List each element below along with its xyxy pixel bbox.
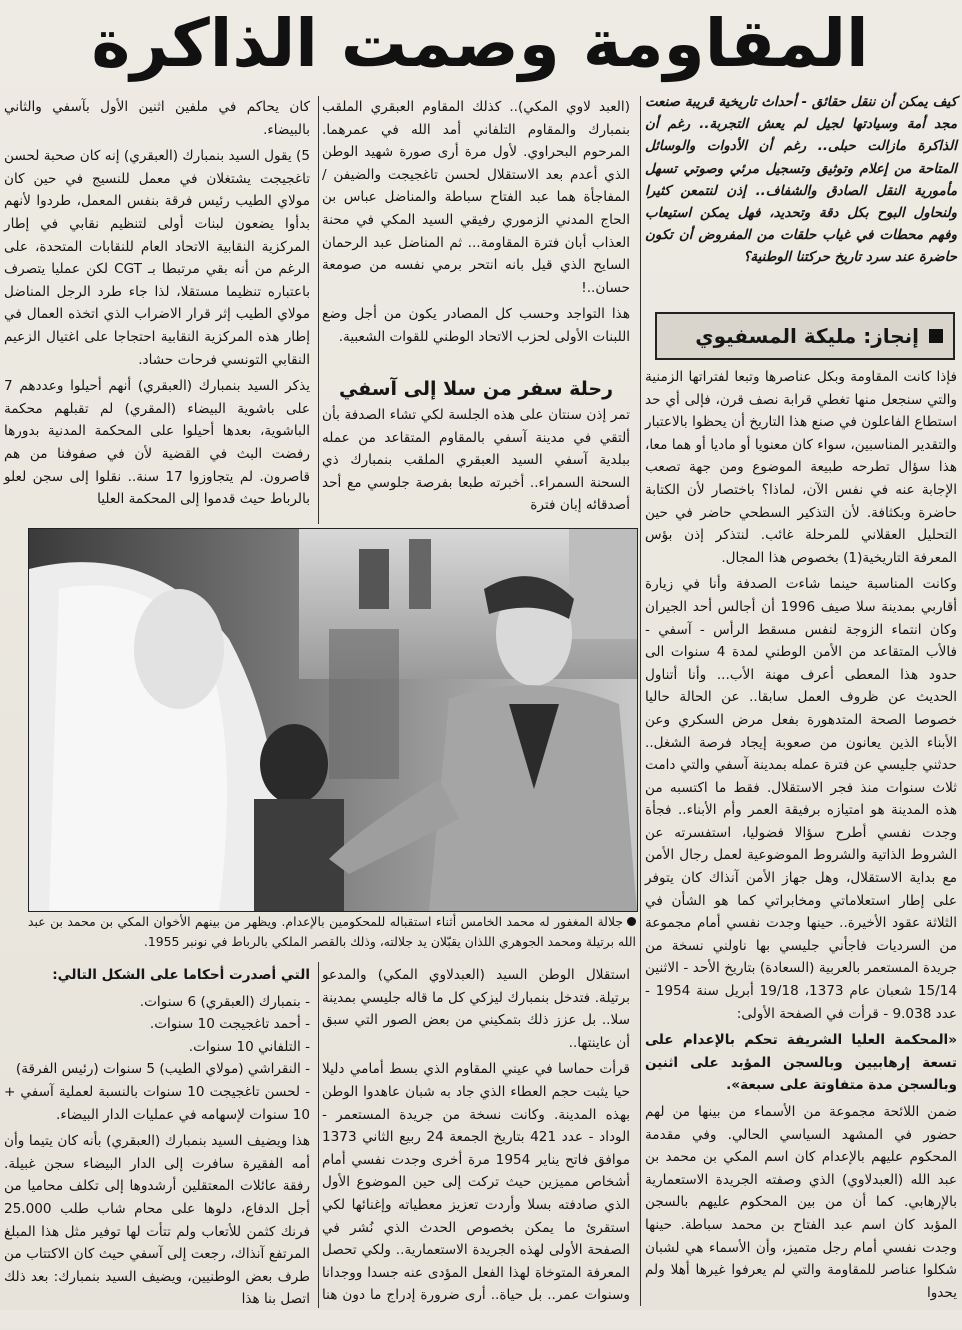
subheading: رحلة سفر من سلا إلى آسفي: [338, 378, 614, 400]
paragraph: التي أصدرت أحكاما على الشكل التالي:: [52, 967, 310, 983]
square-bullet-icon: [929, 329, 943, 343]
left-column-bottom: [4, 964, 310, 1310]
list-item: - أحمد تاغجيجت 10 سنوات.: [149, 1016, 310, 1033]
middle-column-after-subhead: [322, 404, 630, 522]
list-item: - لحسن تاغجيجت 10 سنوات بالنسبة لعملية آسفي + 10 سنوات لإسهامه في عمليات الدار البيضاء.: [4, 1083, 310, 1123]
right-column: [645, 366, 957, 1310]
bullet-icon: [627, 917, 636, 926]
column-rule: [640, 96, 641, 1306]
column-rule: [318, 96, 319, 524]
caption-text: جلالة المغفور له محمد الخامس أثناء استقباله للمحكومين بالإعدام. ويظهر من بينهم الأخوان المكي بن محمد بن عبد الله برتيلة ومحمد الجوهري اللذان يقبّلان يد جلالته، وذلك بالقصر الملكي بالرباط في نونبر 1955.: [28, 914, 636, 949]
paragraph: استقلال الوطن السيد (العبدلاوي المكي) والمدعو برتيلة. فتدخل بنمبارك ليزكي كل ما قاله جليسي بمدينة سلا.. بل عزز ذلك بتمكيني من بعض الصور التي سبق أن عاينتها..: [322, 967, 630, 1051]
column-rule: [318, 962, 319, 1308]
list-item: - النقراشي (مولاي الطيب) 5 سنوات (رئيس الفرقة): [15, 1061, 310, 1078]
paragraph: ضمن اللائحة مجموعة من الأسماء من بينها من لهم حضور في المشهد السياسي الحالي. وفي مقدمة المحكوم عليهم بالإعدام كان اسم المكي بن محمد بن عبد الله (العبدلاوي) الذي وصفته الجريدة الاستعمارية بالإرهابي. كما أن من بين المحكوم عليهم بالسجن المؤبد كان اسم عبد الفتاح بن محمد سباطة. حينها وجدت نفسي أمام رجل متميز، وأن الأسماء هي لشبان شكلوا عناصر للمقاومة والتي لم يعرفوا غيرها أهلا ولم يحدوا: [645, 1104, 957, 1301]
list-item: - بنمبارك (العبقري) 6 سنوات.: [139, 993, 310, 1010]
paragraph: (العبد لاوي المكي).. كذلك المقاوم العبقري الملقب بنمبارك والمقاوم التلفاني أمد الله في عمرهما. المرحوم البحراوي. لأول مرة أرى صورة شهيد الوطن الذي أعدم بعد الاستقلال لحسن تاغجيجت والضيفن / المفاجأة هما عبد الفتاح سباطة والمناضل عباس بن الحاج المدني الزموري رفيقي السيد المكي في محنة العذاب أبان فترة المقاومة... ثم المناضل عبد الرحمان السايح الذي قيل بانه انتحر برمي نفسه من صومعة حسان..!: [322, 99, 630, 296]
paragraph: يذكر السيد بنمبارك (العبقري) أنهم أحيلوا وعددهم 7 على باشوية البيضاء (المقري) لم تقبلهم محكمة الباشوية، بعدها أحيلوا على المحكمة المدنية بدورها رفضت البث في القضية لأن في صفوفنا من هم قاصرون. لم يتجاوزوا 17 سنة.. نقلوا إلى سجن لعلو بالرباط حيث قدموا إلى المحكمة العليا: [4, 378, 310, 508]
paragraph: 5) يقول السيد بنمبارك (العبقري) إنه كان صحبة لحسن تاغجيجت يشتغلان في معمل للنسيج في حين كان مولاي الطيب رئيس فرقة بنفس المعمل، طردوا لأنهم بدأوا يضعون لبنات أولى لتنظيم نقابي في إطار المركزية النقابية الاتحاد العام للنقابات المتحدة، على الرغم من أنه بقي مرتبطا بـ CGT لكن عمليا يتصرف باعتباره تنظيما مستقلا، لذا جاء طرد الرجل المناضل مولاي الطيب إثر قرار الاضراب الذي اتخذه العمال في إطار هذه المركزية النقابية احتجاجا على اغتيال الزعيم النقابي التونسي فرحات حشاد.: [4, 148, 310, 368]
quote-paragraph: «المحكمة العليا الشريفة تحكم بالإعدام على تسعة إرهابيين وبالسجن المؤبد على اثنين وبالسجن مدة متفاوتة على سبعة».: [645, 1032, 957, 1094]
byline-box: [655, 312, 955, 360]
page-bottom-edge: [0, 1310, 962, 1328]
list-item: - التلفاني 10 سنوات.: [188, 1038, 310, 1055]
left-column-top: [4, 96, 310, 522]
lead-paragraph: كيف يمكن أن ننقل حقائق - أحداث تاريخية قريبة صنعت مجد أمة وسيادتها لجيل لم يعش التجربة.. رغم أن الذاكرة مازالت حبلى.. رغم أن الأدوات والوسائل المتاحة من إعلام وتوثيق وتسجيل مرئي وصوتي تسهل مأمورية النقل الصادق والشفاف.. إذن لنتمعن كثيرا ولنحاول البوح بكل دقة وتحديد، فهل يمكن استيعاب وفهم محطات في غياب حلقات من المفروض أن تكون حاضرة عند سرد تاريخ حركتنا الوطنية؟: [645, 95, 957, 266]
paragraph: تمر إذن سنتان على هذه الجلسة لكي تشاء الصدفة بأن ألتقي في مدينة آسفي بالمقاوم المتقاعد من عمله ببلدية آسفي السيد العبقري الملقب بنمبارك ذي السحنة السمراء.. أخبرته طبعا بفرصة جلوسي مع أحد أصدقائه إبان فترة: [322, 407, 630, 514]
photo-illustration: [29, 529, 637, 911]
historical-photo: [28, 528, 638, 912]
paragraph: هذا ويضيف السيد بنمبارك (العبقري) بأنه كان يتيما وأن أمه الفقيرة سافرت إلى الدار البيضاء سجن غبيلة. رفقة عائلات المعتقلين أرشدوها إلى تكلف محاميا من أجل الدفاع، دلوها على محام شاب طلب 25.000 فرنك كثمن للأتعاب ولم تتأت لها توفير مثل هذا المبلغ المرتفع آنذاك، رجعت إلى آسفي حيث كان الاكتتاب من طرف بعض الوطنيين، ويضيف السيد بنمبارك: بعد ذلك اتصل بنا هذا: [4, 1133, 310, 1308]
paragraph: كان يحاكم في ملفين اثنين الأول بآسفي والثاني بالبيضاء.: [4, 99, 310, 138]
paragraph: هذا التواجد وحسب كل المصادر يكون من أجل وضع اللبنات الأولى لحزب الاتحاد الوطني للقوات الشعبية.: [322, 306, 630, 345]
middle-column-top: [322, 96, 630, 368]
paragraph: فإذا كانت المقاومة وبكل عناصرها وتبعا لفتراتها الزمنية والتي سنجعل منها تغطي قرابة نصف قرن، فإلى أي حد استطاع الفاعلون في صنع هذا التاريخ أن يحظوا بالاعتبار والتقدير المناسبين، سواء كان معنويا أو ماديا أو هما معا، هذا سؤال تطرحه طبيعة الموضوع ومن جهة تصعب الإجابة عنه في نفس الآن، لماذا؟ باختصار لأن الكتابة حاضرة وبكثافة. لأن التذكير السطحي حاضر في حين التحليل العقلاني للمرحلة غائب. لنتذكر إذن بؤس المعرفة التاريخية(1) بخصوص هذا المجال.: [645, 369, 957, 566]
middle-column-bottom: [322, 964, 630, 1310]
headline: المقاومة وصمت الذاكرة: [91, 5, 869, 82]
photo-caption: [28, 912, 636, 952]
paragraph: وكانت المناسبة حينما شاءت الصدفة وأنا في زيارة أقاربي بمدينة سلا صيف 1996 أن أجالس أحد الجيران وكان انتماء الزوجة لنفس مسقط الرأس - آسفي - فالأب المتقاعد من الأمن الوطني لمدة 4 سنوات الى حدود هذا المعطى أعرف مهنة الأب... وأنا أتناول الحديث عن ظروف العمل سابقا.. عن الحالة حاليا خصوصا الصحة المتدهورة بفعل مرض السكري وعن الأبناء الذين يعانون من صعوبة إيجاد فرصة الشغل.. حدثني جليسي عن فترة عمله بمدينة آسفي والتي دامت ثلاث سنوات منذ فجر الاستقلال. فقط ما اكتسبه من هذه المدينة هو امتيازه برفيقة العمر وأم الأبناء.. فجأة وجدت نفسي أطرح سؤالا فضوليا، استفسرته عن الشروط الذاتية والشروط الموضوعية لعمل رجال الأمن مع بداية الاستقلال، وهل جهاز الأمن آنذاك كان يتوفر على إطار استعلاماتي ومخابراتي كما هو الشأن في الثلاثة عقود الأخيرة.. حينها وجدت نفسي أمام مجموعة من السرديات فاجأني جليسي بها ناولني نسخة من جريدة المستعمر بالعربية (السعادة) بتاريخ الأحد - الاثنين 15/14 شعبان عام 1373، 19/18 أبريل سنة 1954 - عدد 9.038 - قرأت في الصفحة الأولى:: [645, 576, 958, 1022]
paragraph: قرأت حماسا في عيني المقاوم الذي بسط أمامي دليلا حيا يثبت حجم العطاء الذي جاد به شبان عاهدوا الوطن بهذه المدينة. وكانت نسخة من جريدة المستعمر - الوداد - عدد 421 بتاريخ الجمعة 24 ربيع الثاني 1373 موافق فاتح يناير 1954 مرة أخرى وجدت نفسي أمام أشخاص مميزين حيث تركت إلى حين الموضوع الأول الذي صادفته بسلا وأردت تعزيز معطياته وإغنائها لكي استقرئ ما يمكن بخصوص الحدث الذي نُشر في الصفحة الأولى لهذه الجريدة الاستعمارية.. ولكي تحصل المعرفة المتوخاة لهذا الفعل المؤدى عنه جسدا ووجدانا وسنوات عمر.. بل حياة.. أرى ضرورة إدراج ما دون هنا: [322, 1061, 630, 1304]
byline-text: إنجاز: مليكة المسفيوي: [695, 324, 919, 348]
